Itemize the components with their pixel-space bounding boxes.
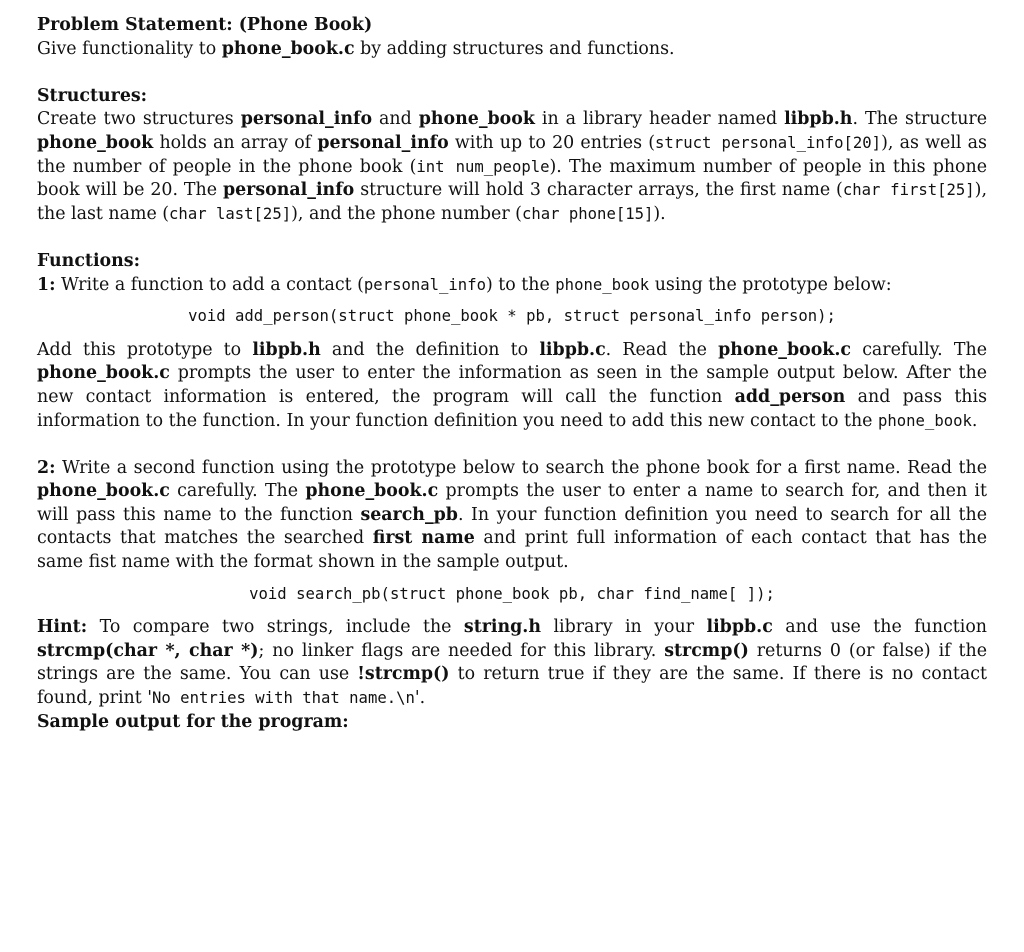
text-run: first name bbox=[372, 528, 475, 549]
function-1-prototype: void add_person(struct phone_book * pb, struct personal_info person); bbox=[188, 307, 836, 326]
text-run: phone_book bbox=[877, 411, 972, 430]
text-run: ; no linker flags are needed for this library. bbox=[258, 640, 665, 661]
text-run: and use the function bbox=[772, 617, 988, 638]
text-run: libpb.c bbox=[539, 339, 606, 360]
problem-title: Problem Statement: (Phone Book) bbox=[37, 15, 373, 35]
text-run: prompts the user to enter a name to search for, and then it will pass this name to the function bbox=[37, 481, 987, 525]
text-run: ). The maximum number of people in this phone book will be 20. The bbox=[37, 156, 988, 201]
functions-heading: Functions: bbox=[37, 250, 141, 271]
text-run: struct personal_info[20] bbox=[655, 133, 882, 152]
text-run: personal_info bbox=[363, 275, 486, 294]
text-run: in a library header named bbox=[534, 109, 785, 130]
text-run: ), as well as the number of people in the phone book ( bbox=[37, 132, 987, 177]
text-run: carefully. The bbox=[169, 481, 306, 502]
text-run: libpb.h bbox=[252, 339, 321, 360]
text-run: ), the last name ( bbox=[37, 180, 987, 224]
sample-output-heading: Sample output for the program: bbox=[37, 711, 349, 732]
text-run: Write a function to add a contact ( bbox=[55, 274, 364, 295]
text-run: using the prototype below: bbox=[649, 274, 892, 295]
text-run: Create two structures bbox=[37, 109, 241, 130]
text-run: ) to the bbox=[485, 274, 556, 295]
text-run: and print full information of each contact that has the same fist name with the format shown in the sample output. bbox=[37, 528, 988, 573]
text-run: ). bbox=[653, 203, 666, 224]
text-run: Write a second function using the prototype below to search the phone book for a first name. Read the bbox=[55, 457, 987, 478]
text-run: and bbox=[372, 109, 419, 130]
text-run: phone_book.c bbox=[37, 363, 170, 384]
text-run: libpb.h bbox=[784, 109, 853, 130]
text-run: with up to 20 entries ( bbox=[448, 132, 656, 153]
text-run: !strcmp() bbox=[357, 664, 450, 685]
text-run: 1: bbox=[37, 274, 56, 295]
function-1-description bbox=[37, 339, 987, 433]
text-run: . In your function definition you need to search for all the contacts that matches the searched bbox=[37, 504, 987, 549]
text-run: string.h bbox=[463, 617, 542, 638]
text-run: Add this prototype to bbox=[37, 339, 253, 360]
text-run: carefully. The bbox=[851, 339, 987, 360]
text-run: libpb.c bbox=[706, 617, 773, 638]
text-run: by adding structures and functions. bbox=[354, 38, 675, 59]
text-run: phone_book.c bbox=[305, 481, 439, 502]
text-run: . The structure bbox=[852, 109, 987, 130]
text-run: phone_book bbox=[555, 275, 650, 294]
text-run: add_person bbox=[734, 386, 846, 407]
text-run: phone_book.c bbox=[718, 339, 851, 360]
text-run: structure will hold 3 character arrays, the first name ( bbox=[354, 180, 843, 201]
function-2-prototype: void search_pb(struct phone_book pb, char find_name[ ]); bbox=[249, 584, 775, 603]
text-run: library in your bbox=[541, 617, 707, 638]
text-run: prompts the user to enter the information as seen in the sample output below. After the new contact information is entered, the program will call the function bbox=[37, 363, 987, 407]
text-run: and the definition to bbox=[320, 339, 540, 360]
text-run: Give functionality to bbox=[37, 38, 222, 59]
text-run: returns 0 (or false) if the strings are the same. You can use bbox=[37, 640, 987, 685]
function-1-intro bbox=[37, 274, 987, 298]
text-run: phone_book bbox=[418, 109, 535, 130]
text-run: and pass this information to the function. In your function definition you need to add this new contact to the bbox=[37, 386, 987, 431]
text-run: ), and the phone number ( bbox=[291, 203, 522, 224]
intro-paragraph bbox=[37, 38, 987, 62]
text-run: char last[25] bbox=[169, 204, 292, 223]
text-run: strcmp() bbox=[664, 640, 749, 661]
text-run: personal_info bbox=[240, 109, 373, 130]
text-run: Hint: bbox=[37, 617, 88, 638]
text-run: . bbox=[971, 410, 978, 431]
document-page bbox=[37, 14, 987, 734]
text-run: No entries with that name.\n bbox=[152, 689, 415, 708]
text-run: search_pb bbox=[360, 504, 458, 525]
text-run: 2: bbox=[37, 457, 56, 478]
function-2-description bbox=[37, 457, 987, 575]
text-run: phone_book.c bbox=[221, 38, 355, 59]
text-run: char phone[15] bbox=[521, 204, 654, 223]
structures-heading: Structures: bbox=[37, 85, 148, 106]
text-run: char first[25] bbox=[842, 181, 975, 200]
hint-paragraph bbox=[37, 616, 987, 710]
text-run: holds an array of bbox=[153, 132, 318, 153]
text-run: personal_info bbox=[222, 180, 355, 201]
text-run: to return true if they are the same. If there is no contact found, print ' bbox=[37, 664, 987, 709]
text-run: '. bbox=[414, 688, 426, 709]
text-run: personal_info bbox=[317, 132, 449, 153]
text-run: . Read the bbox=[605, 339, 719, 360]
text-run: phone_book.c bbox=[37, 481, 170, 502]
structures-paragraph bbox=[37, 108, 987, 226]
text-run: strcmp(char *, char *) bbox=[37, 640, 259, 661]
text-run: phone_book bbox=[37, 132, 154, 153]
text-run: int num_people bbox=[416, 157, 550, 176]
text-run: To compare two strings, include the bbox=[87, 617, 464, 638]
